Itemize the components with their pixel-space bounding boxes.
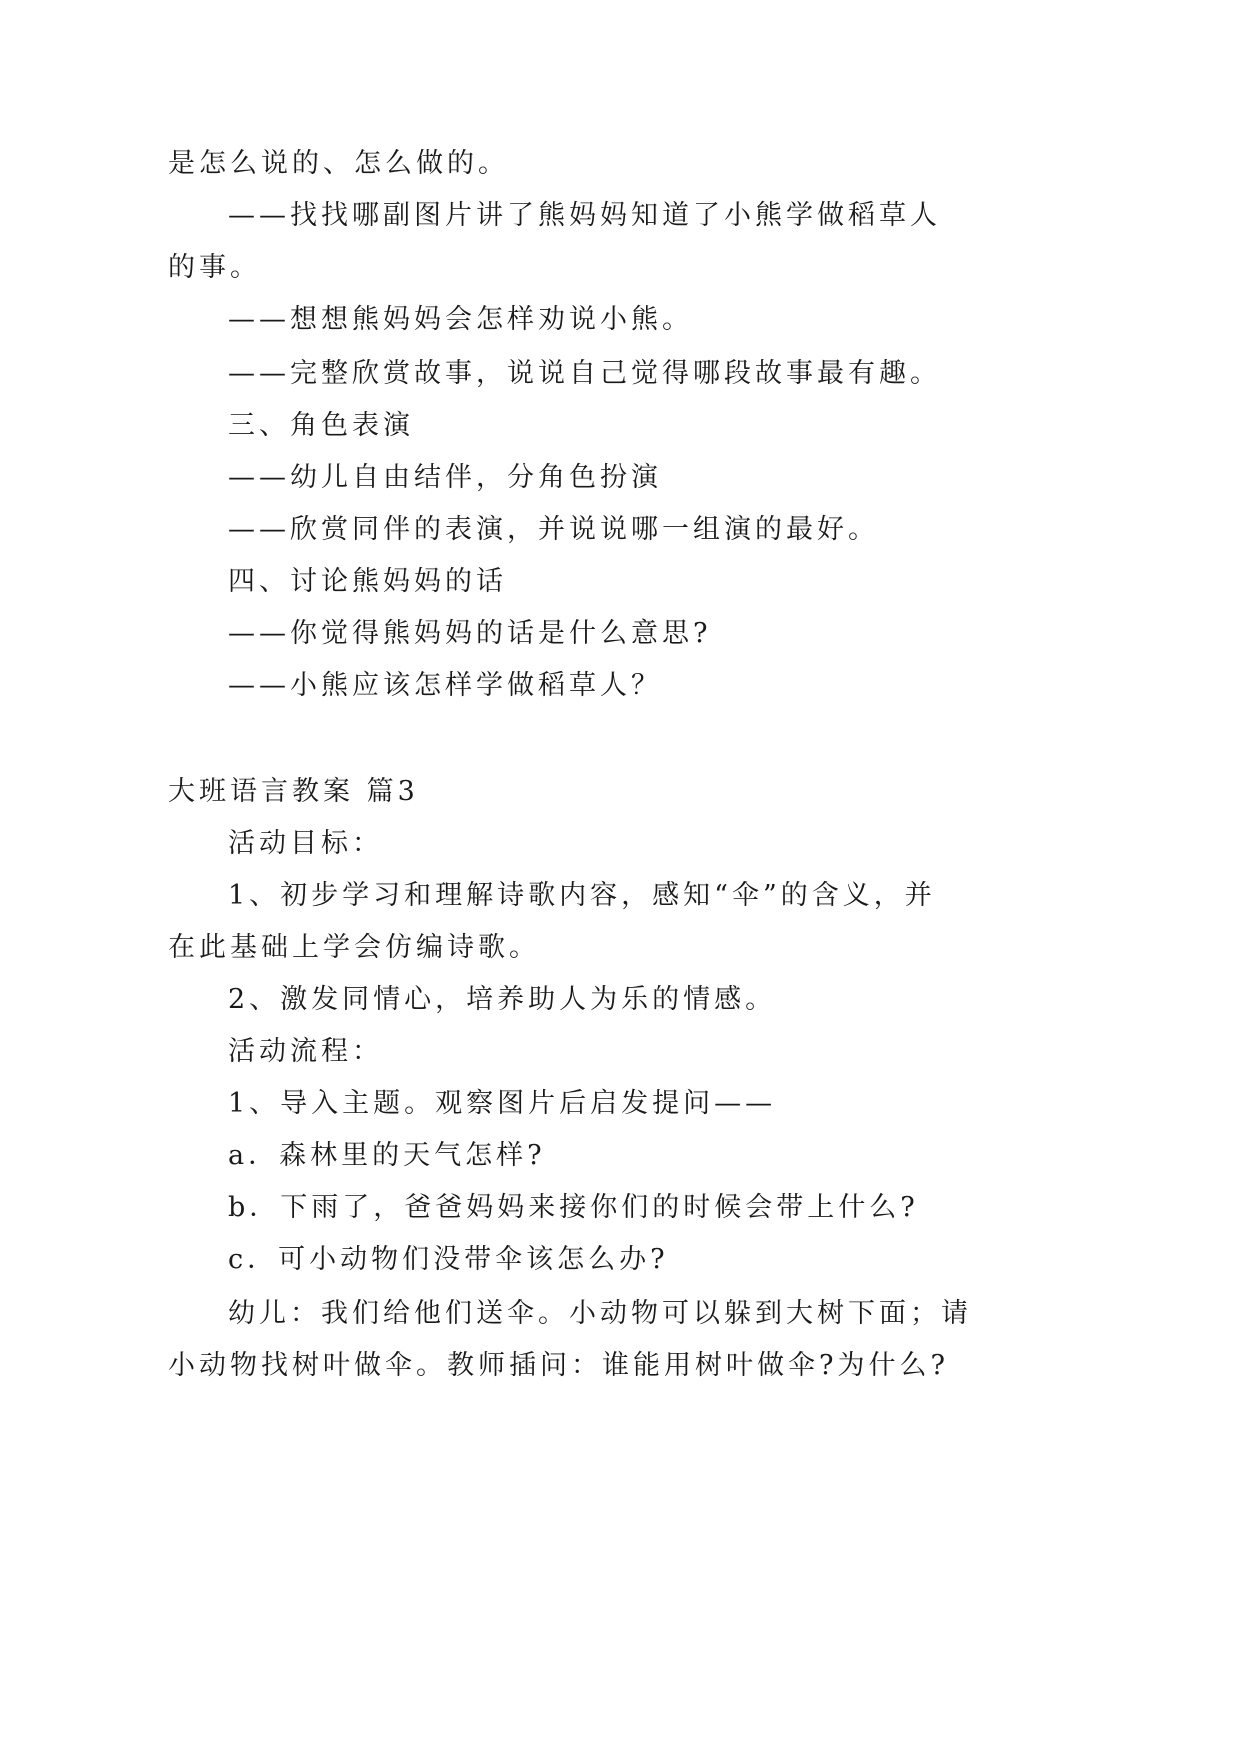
text-line: ——找找哪副图片讲了熊妈妈知道了小熊学做稻草人 <box>228 200 941 231</box>
text-line: a．森林里的天气怎样? <box>228 1140 546 1171</box>
section-heading: 四、讨论熊妈妈的话 <box>228 566 507 597</box>
section-heading: 活动流程： <box>228 1036 383 1067</box>
text-line: ——你觉得熊妈妈的话是什么意思? <box>228 618 712 649</box>
text-line: ——欣赏同伴的表演，并说说哪一组演的最好。 <box>228 514 879 545</box>
section-heading: 三、角色表演 <box>228 410 414 441</box>
text-line: 2、激发同情心，培养助人为乐的情感。 <box>228 984 777 1015</box>
text-line: ——幼儿自由结伴，分角色扮演 <box>228 462 662 493</box>
text-line: 在此基础上学会仿编诗歌。 <box>168 932 540 963</box>
text-line: 1、初步学习和理解诗歌内容，感知“伞”的含义，并 <box>228 880 936 911</box>
text-line: 的事。 <box>168 252 261 283</box>
section-heading: 活动目标： <box>228 828 383 859</box>
text-line: ——小熊应该怎样学做稻草人？ <box>228 670 662 701</box>
text-line: 是怎么说的、怎么做的。 <box>168 148 509 179</box>
text-line: ——完整欣赏故事，说说自己觉得哪段故事最有趣。 <box>228 358 941 389</box>
text-line: 幼儿：我们给他们送伞。小动物可以躲到大树下面；请 <box>228 1298 972 1329</box>
text-line: c．可小动物们没带伞该怎么办? <box>228 1244 669 1275</box>
document-title: 大班语言教案 篇3 <box>168 776 419 807</box>
text-line: ——想想熊妈妈会怎样劝说小熊。 <box>228 304 693 335</box>
text-line: 1、导入主题。观察图片后启发提问—— <box>228 1088 777 1119</box>
text-line: 小动物找树叶做伞。教师插问：谁能用树叶做伞?为什么? <box>168 1350 949 1381</box>
text-line: b．下雨了，爸爸妈妈来接你们的时候会带上什么? <box>228 1192 919 1223</box>
